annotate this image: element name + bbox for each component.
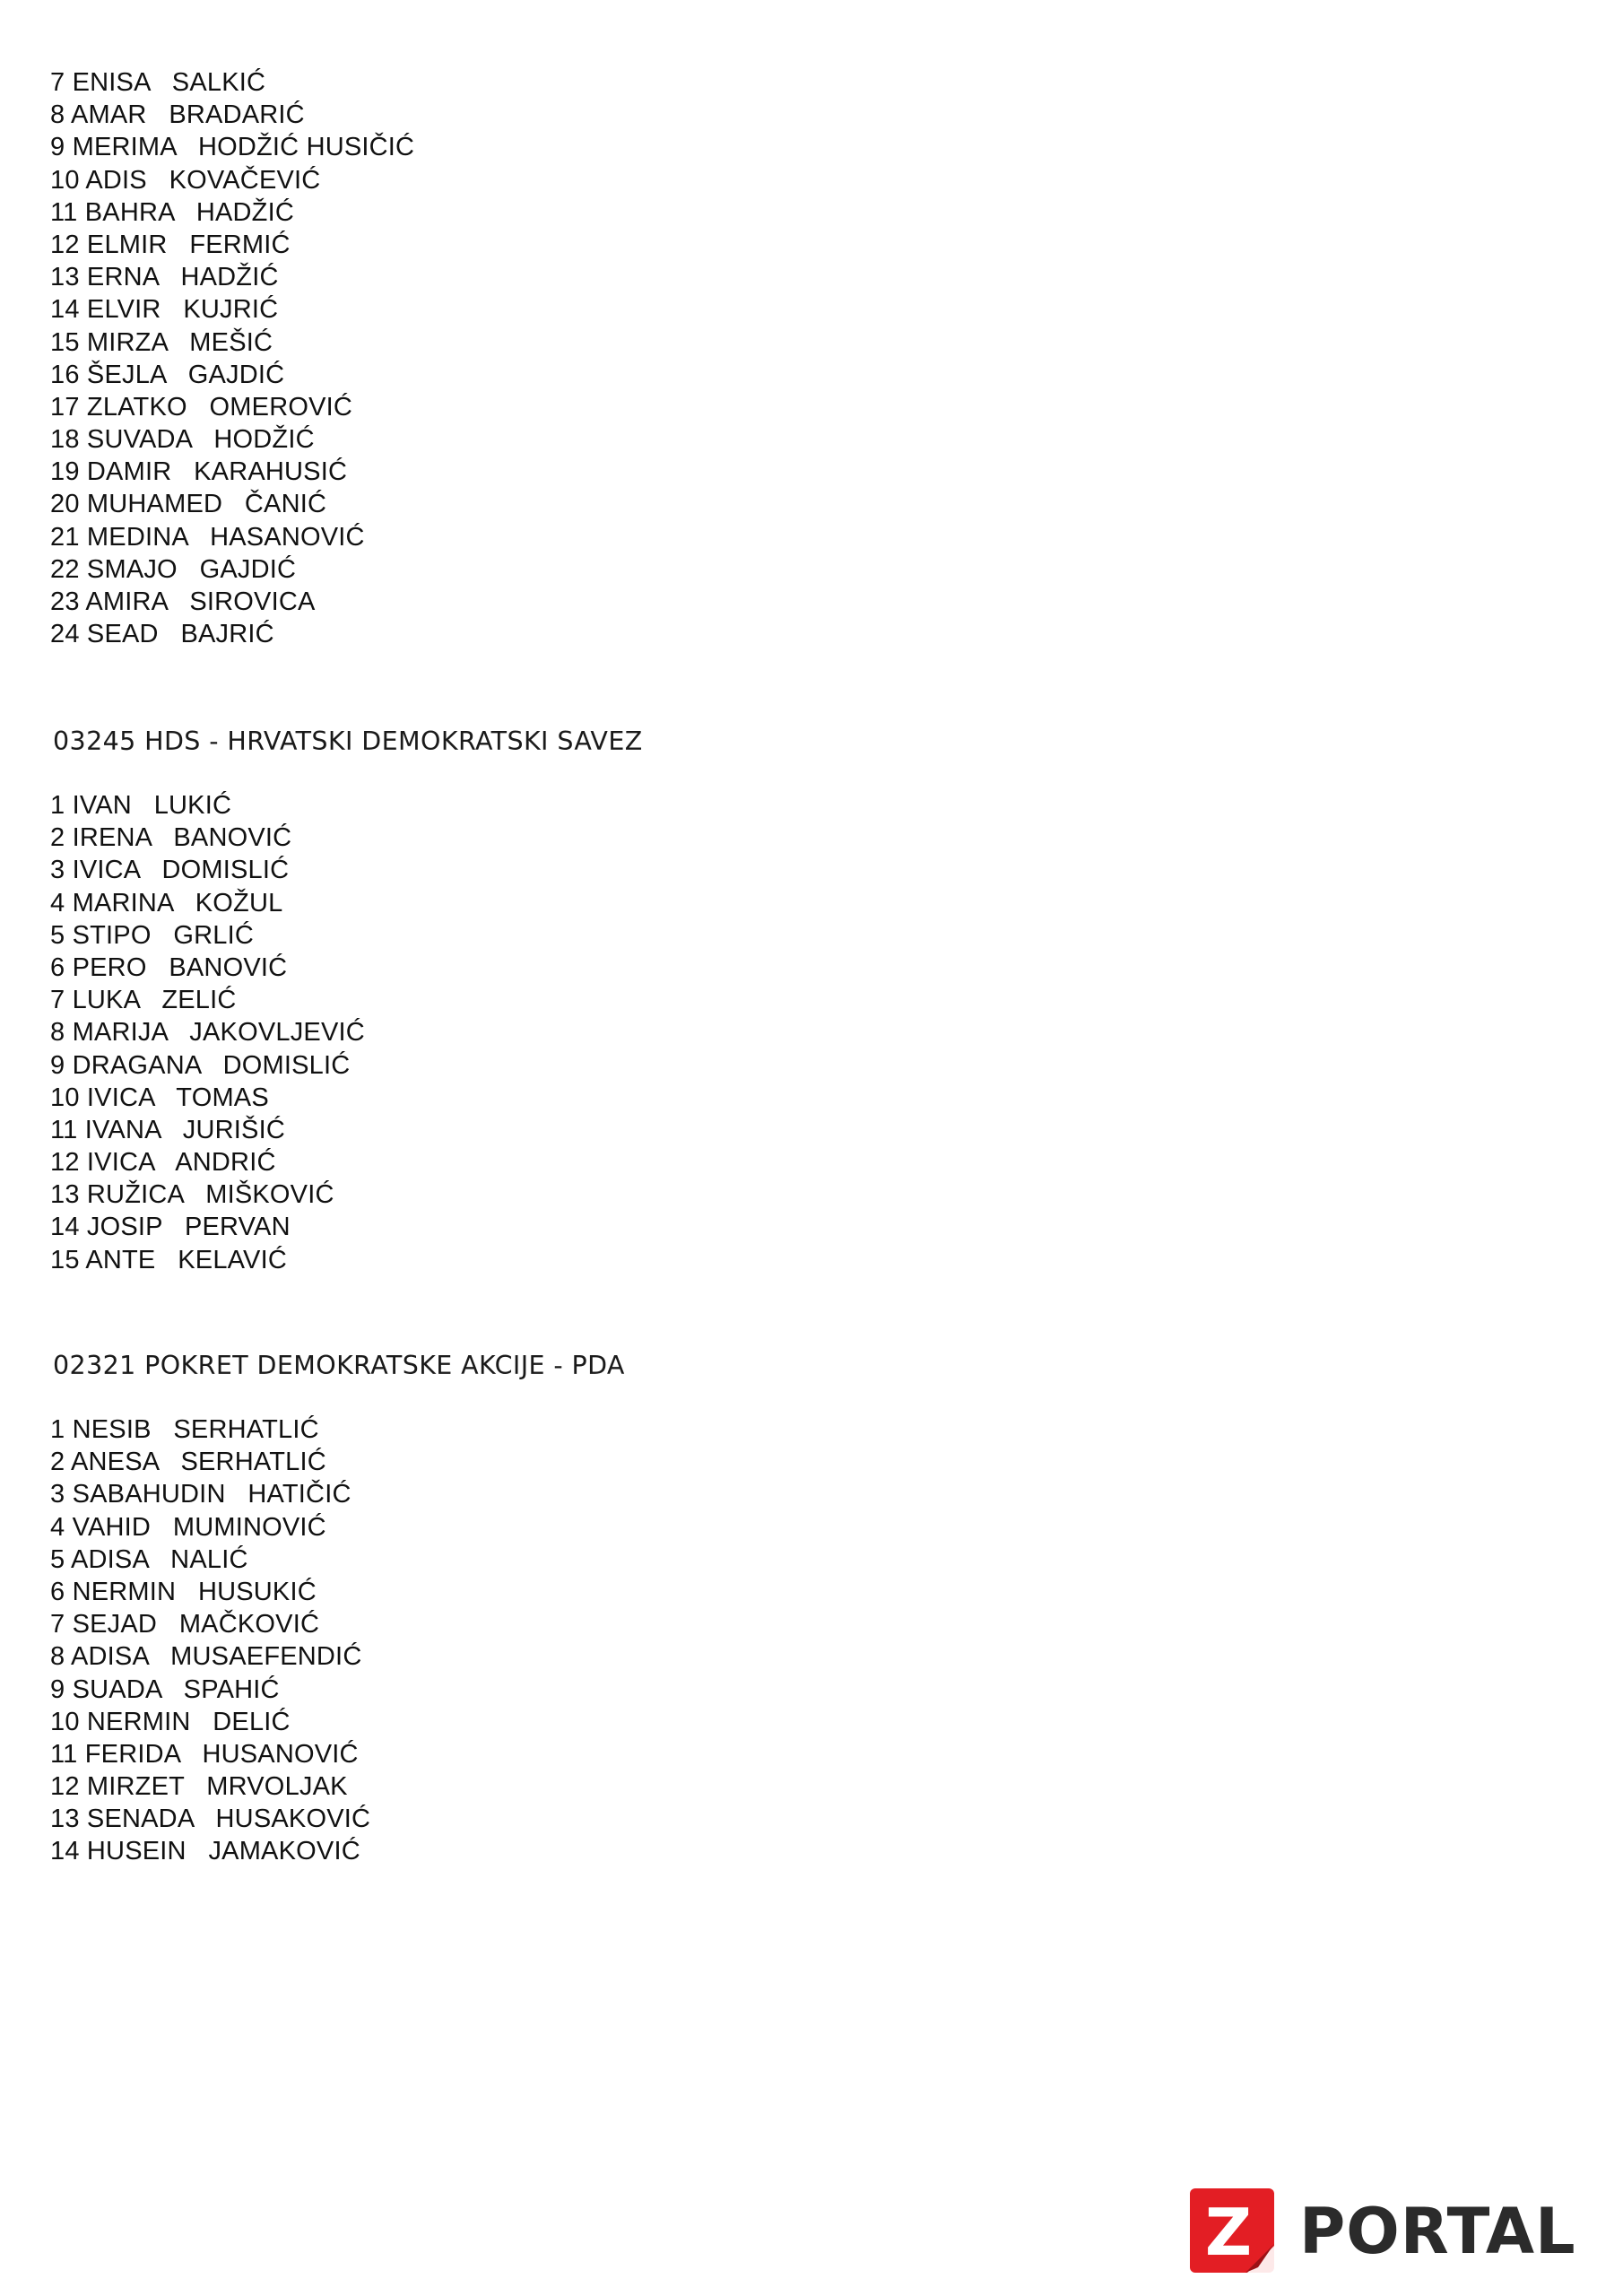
candidate-entry: 1 NESIB SERHATLIĆ — [50, 1415, 319, 1444]
party-header-hds: 03245 HDS - HRVATSKI DEMOKRATSKI SAVEZ — [53, 726, 643, 756]
candidate-entry: 22 SMAJO GAJDIĆ — [50, 554, 297, 584]
candidate-entry: 3 SABAHUDIN HATIČIĆ — [50, 1480, 352, 1509]
candidate-entry: 19 DAMIR KARAHUSIĆ — [50, 457, 348, 487]
candidate-entry: 21 MEDINA HASANOVIĆ — [50, 522, 365, 552]
candidate-entry: 4 MARINA KOŽUL — [50, 888, 283, 918]
candidate-entry: 14 HUSEIN JAMAKOVIĆ — [50, 1837, 360, 1866]
candidate-entry: 13 RUŽICA MIŠKOVIĆ — [50, 1180, 334, 1210]
candidate-entry: 12 IVICA ANDRIĆ — [50, 1148, 276, 1178]
candidate-entry: 17 ZLATKO OMEROVIĆ — [50, 392, 353, 422]
candidate-entry: 12 MIRZET MRVOLJAK — [50, 1772, 348, 1802]
candidate-entry: 5 ADISA NALIĆ — [50, 1544, 248, 1574]
candidate-entry: 7 ENISA SALKIĆ — [50, 68, 266, 97]
z-portal-logo — [1188, 2187, 1576, 2276]
candidate-entry: 12 ELMIR FERMIĆ — [50, 230, 291, 259]
candidate-entry: 6 PERO BANOVIĆ — [50, 952, 288, 982]
candidate-entry: 9 MERIMA HODŽIĆ HUSIČIĆ — [50, 133, 415, 162]
party-header-pda: 02321 POKRET DEMOKRATSKE AKCIJE - PDA — [53, 1351, 625, 1380]
candidate-entry: 2 ANESA SERHATLIĆ — [50, 1448, 326, 1477]
candidate-entry: 6 NERMIN HUSUKIĆ — [50, 1577, 317, 1606]
candidate-list-hds — [50, 789, 365, 1276]
candidate-entry: 7 LUKA ZELIĆ — [50, 986, 237, 1015]
candidate-entry: 5 STIPO GRLIĆ — [50, 920, 254, 950]
candidate-entry: 7 SEJAD MAČKOVIĆ — [50, 1610, 320, 1639]
candidate-entry: 11 IVANA JURIŠIĆ — [50, 1115, 285, 1144]
candidate-entry: 24 SEAD BAJRIĆ — [50, 620, 274, 649]
candidate-entry: 10 ADIS KOVAČEVIĆ — [50, 165, 321, 195]
candidate-entry: 18 SUVADA HODŽIĆ — [50, 425, 315, 455]
logo-badge-letter: Z — [1204, 2195, 1253, 2270]
candidate-entry: 13 ERNA HADŽIĆ — [50, 263, 279, 292]
candidate-list-pda — [50, 1413, 370, 1868]
candidate-entry: 4 VAHID MUMINOVIĆ — [50, 1512, 326, 1542]
candidate-entry: 9 SUADA SPAHIĆ — [50, 1674, 280, 1704]
candidate-entry: 8 MARIJA JAKOVLJEVIĆ — [50, 1018, 365, 1048]
candidate-entry: 3 IVICA DOMISLIĆ — [50, 856, 290, 885]
candidate-entry: 16 ŠEJLA GAJDIĆ — [50, 360, 285, 389]
candidate-list-continued — [50, 66, 414, 650]
candidate-entry: 14 ELVIR KUJRIĆ — [50, 295, 279, 325]
candidate-entry: 11 FERIDA HUSANOVIĆ — [50, 1739, 359, 1769]
candidate-entry: 11 BAHRA HADŽIĆ — [50, 197, 294, 227]
candidate-entry: 15 MIRZA MEŠIĆ — [50, 327, 273, 357]
candidate-entry: 1 IVAN LUKIĆ — [50, 791, 232, 820]
candidate-entry: 2 IRENA BANOVIĆ — [50, 823, 292, 853]
candidate-entry: 14 JOSIP PERVAN — [50, 1213, 291, 1242]
candidate-entry: 9 DRAGANA DOMISLIĆ — [50, 1050, 351, 1080]
candidate-entry: 8 AMAR BRADARIĆ — [50, 100, 305, 130]
candidate-entry: 20 MUHAMED ČANIĆ — [50, 490, 327, 519]
candidate-entry: 8 ADISA MUSAEFENDIĆ — [50, 1642, 362, 1672]
logo-wordmark: PORTAL — [1299, 2195, 1576, 2268]
candidate-entry: 10 NERMIN DELIĆ — [50, 1707, 291, 1736]
candidate-entry: 15 ANTE KELAVIĆ — [50, 1245, 287, 1274]
candidate-entry: 10 IVICA TOMAS — [50, 1083, 269, 1112]
candidate-entry: 23 AMIRA SIROVICA — [50, 587, 316, 616]
z-portal-logo-icon — [1188, 2187, 1276, 2274]
candidate-entry: 13 SENADA HUSAKOVIĆ — [50, 1805, 371, 1834]
